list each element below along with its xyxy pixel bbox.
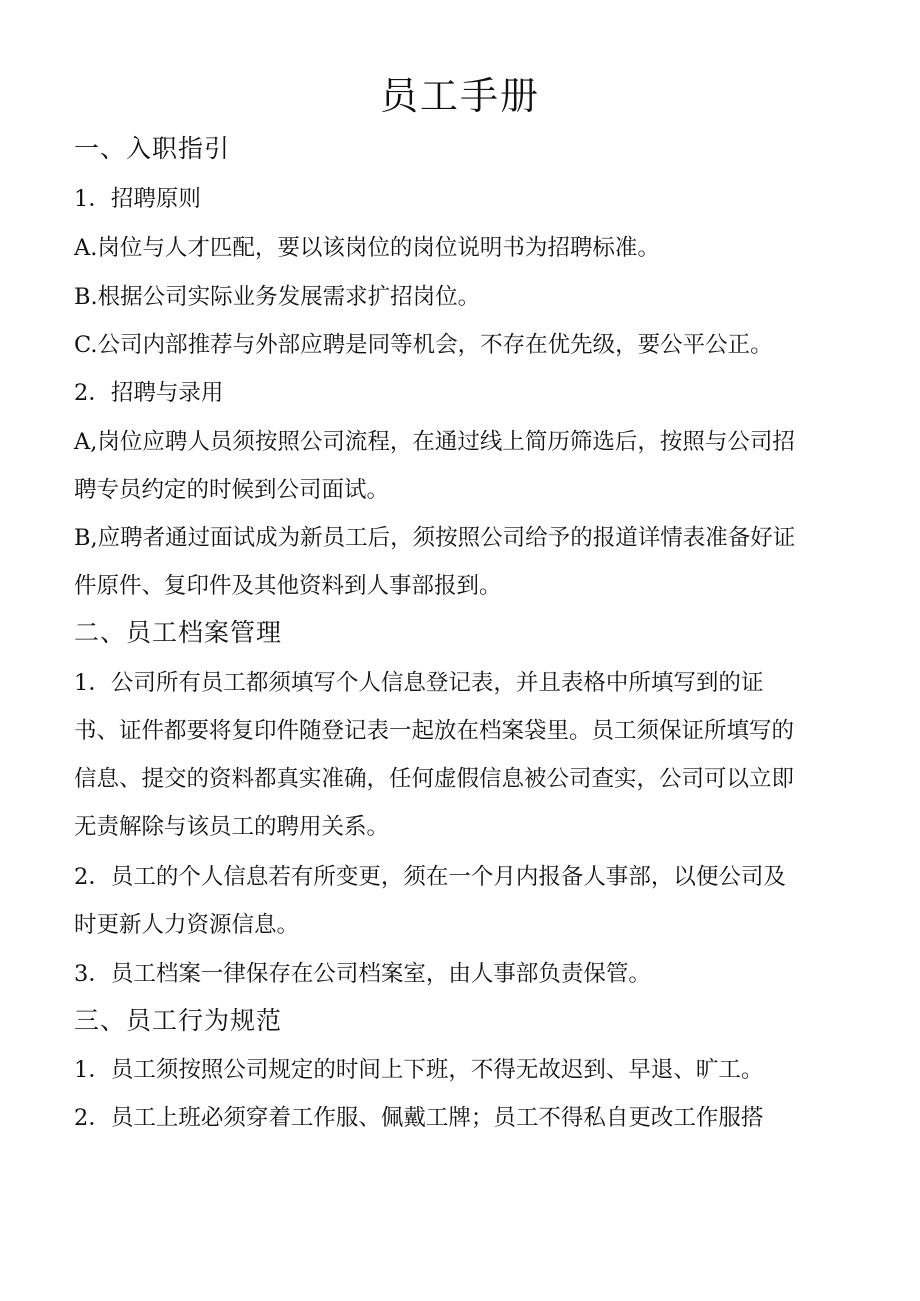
paragraph-records-3: 3．员工档案一律保存在公司档案室，由人事部负责保管。 xyxy=(74,961,651,987)
paragraph-records-2-line2: 时更新人力资源信息。 xyxy=(74,912,300,938)
section-heading-conduct: 三、员工行为规范 xyxy=(74,1006,283,1035)
paragraph-principle-a: A.岗位与人才匹配，要以该岗位的岗位说明书为招聘标准。 xyxy=(74,235,660,261)
subsection-title-recruitment-principles: 1．招聘原则 xyxy=(74,186,201,212)
paragraph-records-2-line1: 2．员工的个人信息若有所变更，须在一个月内报备人事部，以便公司及 xyxy=(74,864,786,890)
paragraph-records-1-line1: 1．公司所有员工都须填写个人信息登记表，并且表格中所填写到的证 xyxy=(74,670,764,696)
paragraph-principle-b: B.根据公司实际业务发展需求扩招岗位。 xyxy=(74,284,481,310)
subsection-title-recruitment-hiring: 2．招聘与录用 xyxy=(74,380,224,406)
section-heading-onboarding: 一、入职指引 xyxy=(74,134,231,163)
paragraph-principle-c: C.公司内部推荐与外部应聘是同等机会，不存在优先级，要公平公正。 xyxy=(74,332,773,358)
paragraph-records-1-line2: 书、证件都要将复印件随登记表一起放在档案袋里。员工须保证所填写的 xyxy=(74,718,795,744)
paragraph-conduct-2: 2．员工上班必须穿着工作服、佩戴工牌；员工不得私自更改工作服搭 xyxy=(74,1105,764,1131)
paragraph-hiring-b-line1: B,应聘者通过面试成为新员工后，须按照公司给予的报道详情表准备好证 xyxy=(74,525,796,551)
paragraph-records-1-line3: 信息、提交的资料都真实准确，任何虚假信息被公司查实，公司可以立即 xyxy=(74,766,795,792)
paragraph-records-1-line4: 无责解除与该员工的聘用关系。 xyxy=(74,814,390,840)
paragraph-hiring-a-line1: A,岗位应聘人员须按照公司流程，在通过线上简历筛选后，按照与公司招 xyxy=(74,429,795,455)
section-heading-employee-records: 二、员工档案管理 xyxy=(74,618,283,647)
document-title: 员工手册 xyxy=(379,74,540,118)
paragraph-conduct-1: 1．员工须按照公司规定的时间上下班，不得无故迟到、早退、旷工。 xyxy=(74,1057,764,1083)
paragraph-hiring-a-line2: 聘专员约定的时候到公司面试。 xyxy=(74,477,390,503)
paragraph-hiring-b-line2: 件原件、复印件及其他资料到人事部报到。 xyxy=(74,573,502,599)
